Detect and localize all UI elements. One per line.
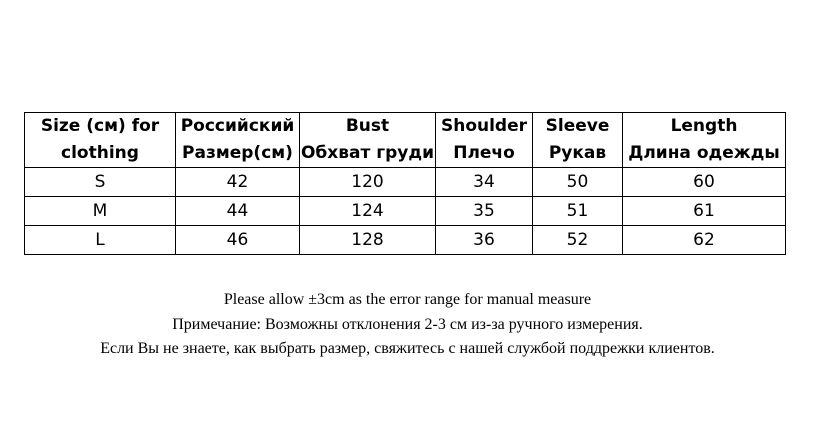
header-line: Рукав bbox=[548, 143, 607, 163]
cell-shoulder: 35 bbox=[436, 197, 533, 226]
cell-size: M bbox=[25, 197, 176, 226]
cell-russian-size: 44 bbox=[176, 197, 300, 226]
cell-length: 62 bbox=[623, 226, 786, 255]
cell-size: S bbox=[25, 168, 176, 197]
cell-bust: 124 bbox=[300, 197, 436, 226]
header-line: Обхват груди bbox=[300, 143, 435, 163]
cell-sleeve: 52 bbox=[533, 226, 623, 255]
header-russian-size bbox=[176, 113, 300, 168]
note-contact-support: Если Вы не знаете, как выбрать размер, свяжитесь с нашей службой поддрежки клиентов. bbox=[100, 340, 715, 357]
header-sleeve bbox=[533, 113, 623, 168]
header-size bbox=[25, 113, 176, 168]
header-line: Length bbox=[670, 116, 738, 136]
cell-bust: 120 bbox=[300, 168, 436, 197]
cell-bust: 128 bbox=[300, 226, 436, 255]
header-length bbox=[623, 113, 786, 168]
header-line: Sleeve bbox=[545, 116, 610, 136]
header-line: Размер(см) bbox=[182, 143, 293, 163]
table-row bbox=[25, 226, 786, 255]
cell-length: 60 bbox=[623, 168, 786, 197]
cell-length: 61 bbox=[623, 197, 786, 226]
size-chart-table bbox=[24, 112, 786, 255]
cell-sleeve: 50 bbox=[533, 168, 623, 197]
cell-russian-size: 42 bbox=[176, 168, 300, 197]
table-header-row bbox=[25, 113, 786, 168]
cell-russian-size: 46 bbox=[176, 226, 300, 255]
table-row bbox=[25, 197, 786, 226]
note-error-range-english: Please allow ±3cm as the error range for manual measure bbox=[223, 291, 592, 308]
header-line: Плечо bbox=[453, 143, 515, 163]
measurement-notes bbox=[0, 288, 815, 362]
cell-size: L bbox=[25, 226, 176, 255]
header-bust bbox=[300, 113, 436, 168]
cell-sleeve: 51 bbox=[533, 197, 623, 226]
header-line: Bust bbox=[345, 116, 390, 136]
table-row bbox=[25, 168, 786, 197]
header-line: Size (см) for bbox=[40, 116, 160, 136]
header-line: Длина одежды bbox=[628, 143, 780, 163]
cell-shoulder: 36 bbox=[436, 226, 533, 255]
header-shoulder bbox=[436, 113, 533, 168]
header-line: Shoulder bbox=[440, 116, 528, 136]
cell-shoulder: 34 bbox=[436, 168, 533, 197]
note-error-range-russian: Примечание: Возможны отклонения 2-3 см из-за ручного измерения. bbox=[172, 315, 643, 333]
header-line: clothing bbox=[61, 143, 139, 163]
header-line: Российский bbox=[180, 116, 295, 136]
